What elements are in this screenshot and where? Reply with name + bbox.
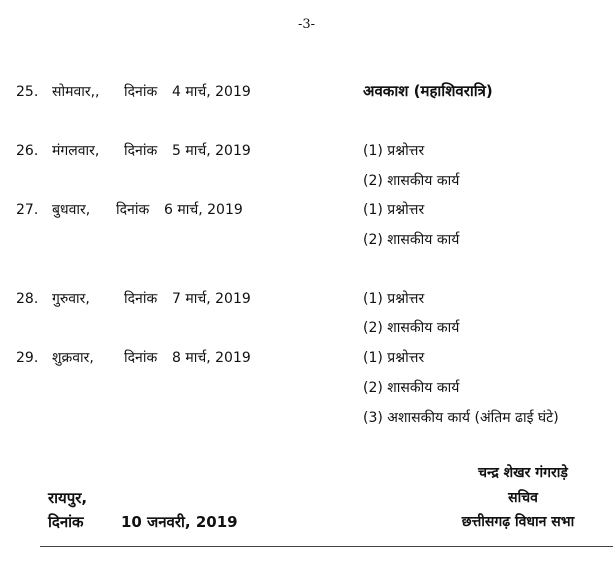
row-date: 5 मार्च, 2019 (172, 143, 251, 159)
row-date-label: दिनांक (124, 291, 158, 307)
agenda-item: (2) शासकीय कार्य (363, 320, 460, 336)
row-date-label: दिनांक (124, 84, 158, 100)
row-number: 27. (16, 202, 39, 218)
signatory-name: चन्द्र शेखर गंगराड़े (478, 465, 568, 481)
row-date: 7 मार्च, 2019 (172, 291, 251, 307)
holiday-note: अवकाश (महाशिवरात्रि) (363, 82, 493, 100)
row-day: मंगलवार, (52, 143, 100, 159)
agenda-item: (2) शासकीय कार्य (363, 173, 460, 189)
row-number: 26. (16, 143, 39, 159)
agenda-item: (2) शासकीय कार्य (363, 232, 460, 248)
page-number: -3- (297, 17, 316, 32)
row-number: 25. (16, 84, 39, 100)
row-day: सोमवार,, (52, 84, 100, 100)
signatory-title: सचिव (508, 490, 538, 506)
agenda-item: (1) प्रश्नोत्तर (363, 350, 425, 366)
date-label: दिनांक (48, 513, 84, 531)
row-day: गुरुवार, (52, 291, 90, 307)
bottom-divider (40, 546, 613, 547)
issue-date: 10 जनवरी, 2019 (121, 513, 238, 531)
row-number: 29. (16, 350, 39, 366)
row-date-label: दिनांक (124, 350, 158, 366)
row-number: 28. (16, 291, 39, 307)
row-date-label: दिनांक (124, 143, 158, 159)
agenda-item: (1) प्रश्नोत्तर (363, 291, 425, 307)
agenda-item: (3) अशासकीय कार्य (अंतिम ढाई घंटे) (363, 410, 559, 426)
agenda-item: (2) शासकीय कार्य (363, 380, 460, 396)
row-date: 8 मार्च, 2019 (172, 350, 251, 366)
row-day: बुधवार, (52, 202, 91, 218)
row-date-label: दिनांक (116, 202, 150, 218)
place: रायपुर, (48, 489, 88, 507)
organization-name: छत्तीसगढ़ विधान सभा (461, 514, 575, 530)
agenda-item: (1) प्रश्नोत्तर (363, 202, 425, 218)
row-date: 4 मार्च, 2019 (172, 84, 251, 100)
agenda-item: (1) प्रश्नोत्तर (363, 143, 425, 159)
row-day: शुक्रवार, (52, 350, 94, 366)
row-date: 6 मार्च, 2019 (164, 202, 243, 218)
